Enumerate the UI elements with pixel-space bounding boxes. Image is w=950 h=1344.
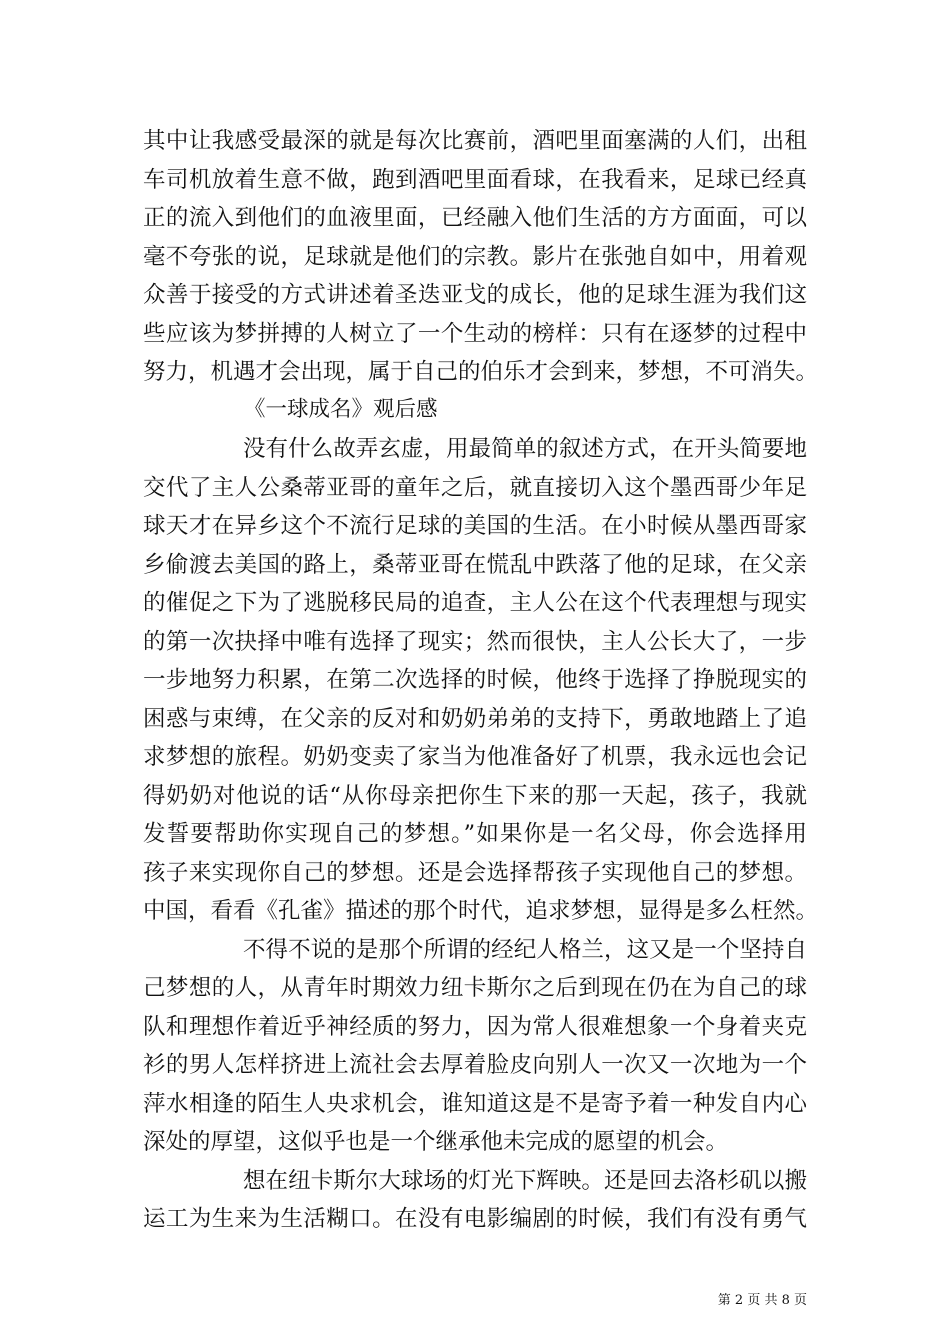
- paragraph-line: 衫的男人怎样挤进上流社会去厚着脸皮向别人一次又一次地为一个: [143, 1052, 807, 1078]
- paragraph-line: 运工为生来为生活糊口。在没有电影编剧的时候，我们有没有勇气: [143, 1206, 807, 1232]
- paragraph-line: 求梦想的旅程。奶奶变卖了家当为他准备好了机票，我永远也会记: [143, 744, 807, 770]
- paragraph-line: 己梦想的人，从青年时期效力纽卡斯尔之后到现在仍在为自己的球: [143, 975, 807, 1001]
- paragraph-line: 萍水相逢的陌生人央求机会，谁知道这是不是寄予着一种发自内心: [143, 1091, 807, 1117]
- paragraph-line: 中国，看看《孔雀》描述的那个时代，追求梦想，显得是多么枉然。: [143, 898, 819, 924]
- text-line: 毫不夸张的说，足球就是他们的宗教。影片在张弛自如中，用着观: [143, 244, 807, 270]
- paragraph-line: 乡偷渡去美国的路上，桑蒂亚哥在慌乱中跌落了他的足球，在父亲: [143, 552, 807, 578]
- text-line: 些应该为梦拼搏的人树立了一个生动的榜样：只有在逐梦的过程中: [143, 321, 807, 347]
- text-line: 其中让我感受最深的就是每次比赛前，酒吧里面塞满的人们，出租: [143, 128, 807, 154]
- text-line: 车司机放着生意不做，跑到酒吧里面看球，在我看来，足球已经真: [143, 167, 807, 193]
- text-line: 众善于接受的方式讲述着圣迭亚戈的成长，他的足球生涯为我们这: [143, 282, 807, 308]
- paragraph-line: 的第一次抉择中唯有选择了现实；然而很快，主人公长大了，一步: [143, 629, 807, 655]
- paragraph-line: 得奶奶对他说的话“从你母亲把你生下来的那一天起，孩子，我就: [143, 783, 807, 809]
- paragraph-line: 想在纽卡斯尔大球场的灯光下辉映。还是回去洛杉矶以搬: [243, 1168, 807, 1194]
- paragraph-line: 队和理想作着近乎神经质的努力，因为常人很难想象一个身着夹克: [143, 1014, 807, 1040]
- paragraph-line: 困惑与束缚，在父亲的反对和奶奶弟弟的支持下，勇敢地踏上了追: [143, 706, 807, 732]
- paragraph-line: 球天才在异乡这个不流行足球的美国的生活。在小时候从墨西哥家: [143, 513, 807, 539]
- paragraph-line: 不得不说的是那个所谓的经纪人格兰，这又是一个坚持自: [243, 937, 807, 963]
- paragraph-line: 深处的厚望，这似乎也是一个继承他未完成的愿望的机会。: [143, 1129, 729, 1155]
- paragraph-line: 一步地努力积累，在第二次选择的时候，他终于选择了挣脱现实的: [143, 667, 807, 693]
- paragraph-line: 的催促之下为了逃脱移民局的追查，主人公在这个代表理想与现实: [143, 590, 807, 616]
- text-line: 正的流入到他们的血液里面，已经融入他们生活的方方面面，可以: [143, 205, 807, 231]
- paragraph-line: 孩子来实现你自己的梦想。还是会选择帮孩子实现他自己的梦想。: [143, 860, 807, 886]
- paragraph-line: 没有什么故弄玄虚，用最简单的叙述方式，在开头简要地: [243, 436, 807, 462]
- paragraph-line: 发誓要帮助你实现自己的梦想。”如果你是一名父母，你会选择用: [143, 821, 807, 847]
- paragraph-line: 交代了主人公桑蒂亚哥的童年之后，就直接切入这个墨西哥少年足: [143, 475, 807, 501]
- text-line: 努力，机遇才会出现，属于自己的伯乐才会到来，梦想，不可消失。: [143, 359, 819, 385]
- section-heading: 《一球成名》观后感: [244, 397, 438, 422]
- page-number-footer: 第 2 页 共 8 页: [717, 1293, 807, 1308]
